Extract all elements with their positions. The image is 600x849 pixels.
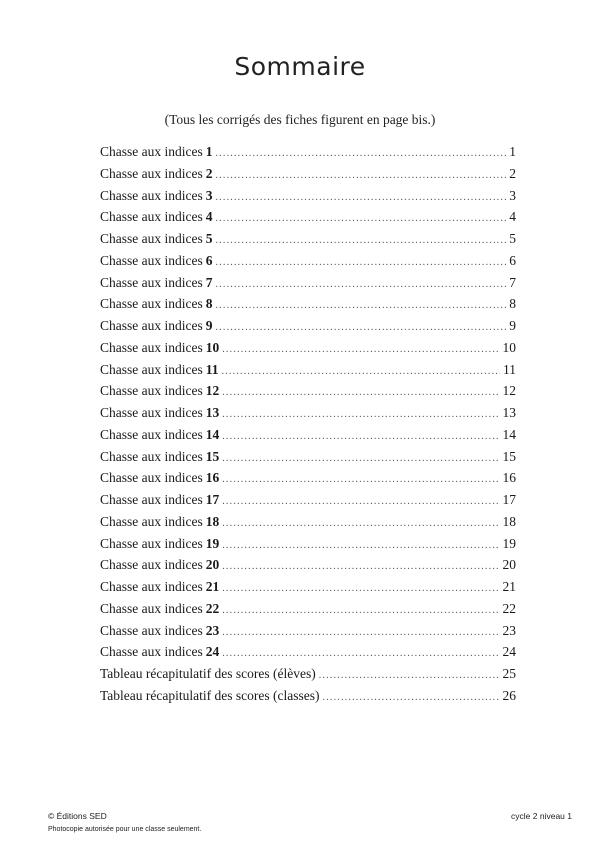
dot-leader — [215, 317, 506, 339]
toc-entry-number: 21 — [205, 579, 220, 594]
toc-entry — [100, 576, 516, 598]
dot-leader — [222, 448, 499, 470]
dot-leader — [222, 339, 499, 361]
toc-entry-title: Chasse aux indices — [100, 557, 203, 573]
toc-entry-number: 4 — [205, 209, 213, 225]
dot-leader — [322, 687, 499, 709]
toc-entry-number: 11 — [205, 361, 219, 377]
toc-entry — [100, 402, 516, 424]
dot-leader — [215, 143, 506, 165]
toc-entry-label — [100, 185, 212, 207]
toc-entry-number: 14 — [205, 426, 220, 442]
toc-entry-title: Chasse aux indices — [100, 405, 203, 420]
footer-copyright: © Éditions SED — [48, 811, 107, 821]
toc-entry-number: 7 — [205, 274, 213, 290]
toc-entry-title: Chasse aux indices — [100, 448, 203, 464]
toc-entry-label — [100, 467, 219, 489]
toc-entry-label — [100, 685, 319, 707]
toc-entry-number: 9 — [205, 318, 213, 333]
toc-entry-page: 21 — [502, 579, 516, 594]
toc-entry — [100, 228, 516, 250]
toc-entry-number: 22 — [205, 600, 220, 616]
toc-entry-page: 22 — [502, 600, 516, 616]
toc-entry-title: Chasse aux indices — [100, 187, 203, 203]
toc-entry-label — [100, 206, 212, 228]
toc-entry-label — [100, 250, 212, 272]
toc-entry-label — [100, 489, 219, 511]
toc-entry-page: 16 — [502, 470, 516, 486]
toc-entry-number: 6 — [205, 252, 213, 268]
toc-entry-page: 4 — [509, 209, 516, 225]
toc-entry-title: Chasse aux indices — [100, 165, 203, 181]
toc-entry-number: 12 — [205, 383, 220, 399]
toc-entry-label — [100, 641, 219, 663]
dot-leader — [215, 165, 506, 187]
toc-entry-page: 5 — [509, 231, 516, 246]
toc-entry-title: Chasse aux indices — [100, 622, 203, 638]
toc-entry — [100, 315, 516, 337]
toc-entry-page: 1 — [509, 144, 516, 159]
dot-leader — [222, 600, 499, 622]
toc-entry — [100, 206, 516, 228]
toc-entry-title: Chasse aux indices — [100, 600, 203, 616]
toc-entry — [100, 250, 516, 272]
dot-leader — [222, 361, 501, 383]
toc-entry — [100, 272, 516, 294]
toc-entry — [100, 554, 516, 576]
toc-entry-label — [100, 446, 219, 468]
table-of-contents — [100, 141, 516, 707]
toc-entry-label — [100, 141, 212, 163]
toc-entry-number: 16 — [205, 470, 220, 486]
toc-entry-page: 2 — [509, 165, 516, 181]
toc-entry — [100, 620, 516, 642]
toc-entry — [100, 446, 516, 468]
toc-entry-page: 26 — [502, 687, 516, 703]
dot-leader — [215, 187, 506, 209]
dot-leader — [222, 622, 499, 644]
toc-entry-page: 13 — [502, 405, 516, 420]
toc-entry-title: Chasse aux indices — [100, 252, 203, 268]
toc-entry-page: 25 — [502, 666, 516, 681]
toc-entry-number: 5 — [205, 231, 213, 246]
dot-leader — [222, 382, 499, 404]
dot-leader — [222, 556, 499, 578]
toc-entry-label — [100, 663, 316, 685]
toc-entry-label — [100, 359, 219, 381]
toc-entry-number: 17 — [205, 492, 220, 507]
toc-entry-label — [100, 554, 219, 576]
toc-entry-label — [100, 380, 219, 402]
toc-entry — [100, 641, 516, 663]
toc-entry-page: 12 — [502, 383, 516, 399]
toc-entry-page: 23 — [502, 622, 516, 638]
toc-entry — [100, 293, 516, 315]
dot-leader — [222, 513, 499, 535]
dot-leader — [215, 274, 506, 296]
dot-leader — [215, 295, 506, 317]
toc-entry-title: Chasse aux indices — [100, 513, 203, 529]
toc-entry — [100, 511, 516, 533]
footer-level: cycle 2 niveau 1 — [511, 811, 572, 821]
toc-entry-page: 17 — [502, 492, 516, 507]
dot-leader — [222, 426, 499, 448]
toc-entry-title: Chasse aux indices — [100, 535, 203, 551]
toc-entry — [100, 380, 516, 402]
toc-entry-number: 19 — [205, 535, 220, 551]
toc-entry-label — [100, 576, 219, 598]
dot-leader — [215, 208, 506, 230]
dot-leader — [222, 469, 499, 491]
toc-entry-title: Chasse aux indices — [100, 644, 203, 660]
dot-leader — [215, 230, 506, 252]
toc-entry-label — [100, 163, 212, 185]
toc-entry-title: Chasse aux indices — [100, 274, 203, 290]
toc-entry-page: 11 — [503, 361, 516, 377]
dot-leader — [222, 643, 499, 665]
toc-entry-title: Chasse aux indices — [100, 144, 203, 159]
toc-entry — [100, 424, 516, 446]
toc-entry-number: 1 — [205, 144, 213, 159]
toc-entry-page: 6 — [509, 252, 516, 268]
footer-notice: Photocopie autorisée pour une classe seulement. — [48, 826, 202, 833]
toc-entry-label — [100, 620, 219, 642]
toc-entry-label — [100, 511, 219, 533]
toc-entry — [100, 489, 516, 511]
dot-leader — [222, 491, 499, 513]
toc-entry-number: 15 — [205, 448, 220, 464]
toc-entry — [100, 598, 516, 620]
toc-entry — [100, 663, 516, 685]
toc-entry-label — [100, 402, 219, 424]
toc-entry — [100, 685, 516, 707]
toc-entry-page: 9 — [509, 318, 516, 333]
dot-leader — [319, 665, 500, 687]
toc-entry-label — [100, 424, 219, 446]
toc-entry-title: Chasse aux indices — [100, 231, 203, 246]
toc-entry — [100, 185, 516, 207]
toc-entry-number: 20 — [205, 557, 220, 573]
toc-entry-title: Tableau récapitulatif des scores (élèves) — [100, 666, 316, 681]
toc-entry-number: 2 — [205, 165, 213, 181]
toc-entry-page: 18 — [502, 513, 516, 529]
page-title: Sommaire — [234, 52, 366, 81]
toc-entry-number: 13 — [205, 405, 220, 420]
toc-entry-page: 3 — [509, 187, 516, 203]
dot-leader — [215, 252, 506, 274]
toc-entry — [100, 467, 516, 489]
toc-entry-title: Chasse aux indices — [100, 318, 203, 333]
toc-entry-label — [100, 337, 219, 359]
toc-entry-page: 7 — [509, 274, 516, 290]
toc-entry-title: Chasse aux indices — [100, 209, 203, 225]
toc-entry-number: 23 — [205, 622, 220, 638]
toc-entry-page: 14 — [502, 426, 516, 442]
toc-entry-label — [100, 293, 212, 315]
toc-entry-label — [100, 315, 212, 337]
dot-leader — [222, 404, 499, 426]
toc-entry-page: 19 — [502, 535, 516, 551]
toc-entry-number: 10 — [205, 339, 220, 355]
toc-entry-number: 18 — [205, 513, 220, 529]
toc-entry-page: 10 — [502, 339, 516, 355]
toc-entry — [100, 337, 516, 359]
toc-entry — [100, 359, 516, 381]
toc-entry-title: Chasse aux indices — [100, 470, 203, 486]
toc-entry-label — [100, 533, 219, 555]
toc-entry-label — [100, 228, 212, 250]
toc-entry-page: 24 — [502, 644, 516, 660]
toc-entry-number: 24 — [205, 644, 220, 660]
toc-entry-title: Tableau récapitulatif des scores (classes) — [100, 687, 320, 703]
toc-entry — [100, 141, 516, 163]
dot-leader — [222, 535, 499, 557]
toc-entry-title: Chasse aux indices — [100, 296, 203, 312]
toc-entry-title: Chasse aux indices — [100, 579, 203, 594]
subtitle-note: (Tous les corrigés des fiches figurent en page bis.) — [164, 112, 436, 127]
toc-entry — [100, 163, 516, 185]
toc-entry-title: Chasse aux indices — [100, 492, 203, 507]
toc-entry — [100, 533, 516, 555]
toc-entry-title: Chasse aux indices — [100, 361, 203, 377]
toc-entry-page: 15 — [502, 448, 516, 464]
toc-entry-label — [100, 598, 219, 620]
toc-entry-title: Chasse aux indices — [100, 426, 203, 442]
toc-entry-page: 8 — [509, 296, 516, 312]
dot-leader — [222, 578, 499, 600]
toc-entry-title: Chasse aux indices — [100, 383, 203, 399]
toc-entry-label — [100, 272, 212, 294]
toc-entry-page: 20 — [502, 557, 516, 573]
toc-entry-title: Chasse aux indices — [100, 339, 203, 355]
toc-entry-number: 3 — [205, 187, 213, 203]
toc-entry-number: 8 — [205, 296, 213, 312]
